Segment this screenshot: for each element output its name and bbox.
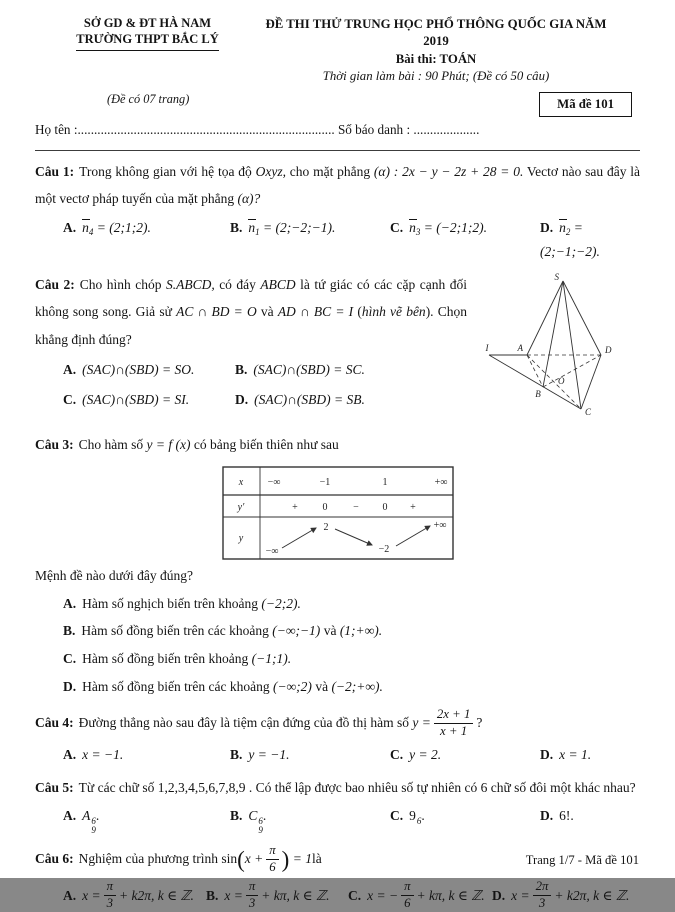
q5-option-a <box>63 804 230 836</box>
q3-option-b-letter: B. <box>63 623 76 639</box>
q2-option-a <box>63 362 235 378</box>
vt-y-end: +∞ <box>433 520 446 532</box>
q5-option-d-base: 6! <box>559 808 571 824</box>
q2-label: Câu 2: <box>35 276 75 292</box>
q2-text-3: là tứ giác có các cặp cạnh đối không song song. Giả sử <box>35 276 467 320</box>
q5-option-c-sup: 6 <box>416 816 422 827</box>
exam-code-box: Mã đề 101 <box>539 92 632 117</box>
pyramid-figure <box>475 271 640 419</box>
vt-y-start: −∞ <box>265 546 278 558</box>
q6-option-d-den: 3 <box>538 895 546 910</box>
q2-option-d <box>235 392 365 408</box>
q6-option-b <box>206 879 348 912</box>
q3-label: Câu 3: <box>35 436 74 452</box>
page-footer: Trang 1/7 - Mã đề 101 <box>525 853 639 867</box>
q6-fraction-denominator: 6 <box>269 859 276 874</box>
q3-option-d-math: (−∞;2) <box>272 678 312 694</box>
q6-options <box>63 879 640 912</box>
q1-option-b-letter: B. <box>230 219 243 235</box>
q2-text-1: Cho hình chóp <box>79 276 166 292</box>
q5-option-c-base: 9 <box>409 808 416 824</box>
q4-option-d-value: x = 1. <box>559 747 592 763</box>
q4-stem <box>35 707 640 740</box>
q6-option-b-post: + kπ, k ∈ ℤ. <box>261 887 330 903</box>
q4-option-b <box>230 743 390 767</box>
q2-option-c <box>63 392 235 408</box>
q6-option-b-fraction <box>246 879 258 912</box>
q5-option-d-tail: . <box>570 808 574 824</box>
q2-math-acbd: AC ∩ BD = O <box>176 304 257 320</box>
q2-math-abcd: ABCD <box>260 276 296 292</box>
q2-option-c-value: (SAC)∩(SBD) = SI. <box>82 391 190 407</box>
q4-text-1: Đường thẳng nào sau đây là tiệm cận đứng của đồ thị hàm số <box>78 715 409 731</box>
q6-option-d-post: + k2π, k ∈ ℤ. <box>554 887 630 903</box>
q2-text-figure-ref: hình vẽ bên <box>361 304 426 320</box>
q1-option-d-sub: 2 <box>565 226 571 237</box>
q1-option-b-vector: n <box>248 219 256 235</box>
q1-option-a-vector: n <box>82 219 89 235</box>
q3-stem <box>35 431 640 458</box>
q6-option-a-pre: x = <box>82 887 101 903</box>
q5-option-b-tail: . <box>262 808 267 824</box>
q6-inner-expr: x + <box>244 850 264 866</box>
question-4 <box>35 707 640 767</box>
fig-label-d: D <box>605 344 612 355</box>
q1-option-b-sub: 1 <box>255 226 260 237</box>
q5-option-c-letter: C. <box>390 808 404 824</box>
q1-option-c-value: = (−2;1;2). <box>420 219 487 235</box>
fig-label-i: I <box>485 342 489 353</box>
vt-yp-val-1: 0 <box>322 502 327 514</box>
q3-option-b <box>63 617 640 645</box>
q6-option-c-num: π <box>401 879 413 896</box>
vt-yp-val-2: − <box>352 502 359 514</box>
q3-option-c-letter: C. <box>63 650 77 666</box>
q5-option-c-tail: . <box>421 808 425 824</box>
q6-option-d-pre: x = <box>511 887 530 903</box>
q6-option-c-post: + kπ, k ∈ ℤ. <box>416 887 485 903</box>
q5-option-b-base: C <box>248 808 258 824</box>
q2-math-sabcd: S.ABCD, <box>165 276 215 292</box>
q6-option-d-num: 2π <box>533 879 552 896</box>
q2-option-c-letter: C. <box>63 391 77 407</box>
q1-option-d-vector: n <box>559 219 566 235</box>
variation-table <box>222 466 454 560</box>
q6-option-d-letter: D. <box>492 887 506 903</box>
q5-option-b <box>230 804 390 836</box>
q3-option-c-text: Hàm số đồng biến trên khoảng <box>82 650 252 666</box>
vt-y-peak: 2 <box>323 522 328 534</box>
q6-option-a-den: 3 <box>106 895 114 910</box>
q4-option-c-value: y = 2. <box>409 747 442 763</box>
q4-option-c-letter: C. <box>390 747 404 763</box>
q2-text-4: và <box>256 304 278 320</box>
q2-option-a-value: (SAC)∩(SBD) = SO. <box>82 361 195 377</box>
q2-option-b-letter: B. <box>235 361 248 377</box>
q2-text-column <box>35 271 467 424</box>
q2-options-row-2 <box>63 392 467 408</box>
q4-text-tail: ? <box>476 715 483 731</box>
q4-label: Câu 4: <box>35 715 74 731</box>
vt-yp-val-3: 0 <box>382 502 387 514</box>
q5-option-b-letter: B. <box>230 808 243 824</box>
q3-option-d-letter: D. <box>63 678 77 694</box>
q2-math-adbc: AD ∩ BC = I <box>277 304 354 320</box>
q1-option-b <box>230 216 390 264</box>
q2-text-2: có đáy <box>214 276 261 292</box>
q4-option-a-letter: A. <box>63 747 77 763</box>
q6-option-a-fraction <box>104 879 116 912</box>
sbd-dots: .................... <box>413 122 480 138</box>
q1-text-1: Trong không gian với hệ tọa độ <box>79 164 256 180</box>
q1-math-alpha: (α)? <box>237 191 261 207</box>
q6-option-b-num: π <box>246 879 258 896</box>
q6-function-name: sin <box>221 850 238 866</box>
exam-subject: Bài thi: TOÁN <box>395 51 477 66</box>
fig-label-b: B <box>535 388 541 399</box>
department-name: SỞ GD & ĐT HÀ NAM <box>83 16 212 30</box>
q3-option-b-math2: (1;+∞). <box>339 623 383 639</box>
q6-option-c-fraction <box>401 879 413 912</box>
q1-option-b-value: = (2;−2;−1). <box>259 219 336 235</box>
pages-note: (Đề có 07 trang) <box>107 92 190 107</box>
q4-options <box>63 743 640 767</box>
q1-stem <box>35 158 640 213</box>
q2-text-5: ( <box>353 304 362 320</box>
q1-option-c-vector: n <box>409 219 416 235</box>
question-3 <box>35 431 640 700</box>
vt-x-val-3: +∞ <box>434 477 447 489</box>
q5-text-1: Từ các chữ số <box>78 779 158 795</box>
q5-label: Câu 5: <box>35 779 74 795</box>
q3-question: Mệnh đề nào dưới đây đúng? <box>35 568 194 584</box>
q6-option-b-den: 3 <box>248 895 256 910</box>
q6-option-d-fraction <box>533 879 552 912</box>
q2-option-b-value: (SAC)∩(SBD) = SC. <box>253 361 365 377</box>
header-right-block <box>260 16 612 85</box>
q3-option-a <box>63 590 640 618</box>
vt-y-trough: −2 <box>378 544 389 556</box>
question-5 <box>35 774 640 836</box>
name-line <box>35 122 640 138</box>
q5-option-c <box>390 804 540 836</box>
vt-yp-val-0: + <box>291 502 298 514</box>
q3-option-d-math2: (−2;+∞). <box>331 678 383 694</box>
q1-math-oxyz: Oxyz, <box>255 164 286 180</box>
q3-text-2: có bảng biến thiên như sau <box>190 436 339 452</box>
fig-label-a: A <box>517 342 523 353</box>
q2-option-d-letter: D. <box>235 391 249 407</box>
q6-option-a-letter: A. <box>63 887 77 903</box>
vt-yprime-label: y′ <box>237 502 244 514</box>
q5-option-a-tail: . <box>95 808 100 824</box>
vt-x-label: x <box>238 477 243 489</box>
q3-option-b-math: (−∞;−1) <box>272 623 321 639</box>
q3-text-1: Cho hàm số <box>78 436 147 452</box>
q3-option-d-text2: và <box>311 678 332 694</box>
q2-options-row-1 <box>63 362 467 378</box>
q6-option-a-post: + k2π, k ∈ ℤ. <box>119 887 194 903</box>
q5-option-b-sup: 6 <box>258 816 263 827</box>
q5-option-a-letter: A. <box>63 808 77 824</box>
q3-option-c <box>63 645 640 673</box>
header-left-block <box>35 16 260 85</box>
q2-stem <box>35 271 467 353</box>
q6-text-1: Nghiệm của phương trình <box>78 850 218 866</box>
vt-x-val-0: −∞ <box>267 477 280 489</box>
q6-fraction-numerator: π <box>266 843 278 860</box>
fig-label-c: C <box>585 406 592 417</box>
q4-fraction-denominator: x + 1 <box>440 724 468 739</box>
q6-label: Câu 6: <box>35 850 74 866</box>
q1-option-d <box>540 216 640 264</box>
q6-text-tail: là <box>311 850 322 866</box>
q3-option-a-math: (−2;2). <box>261 595 301 611</box>
q2-figure <box>475 271 640 424</box>
q6-option-a-num: π <box>104 879 116 896</box>
q2-option-b <box>235 362 365 378</box>
q4-option-a <box>63 743 230 767</box>
q5-stem <box>35 774 640 801</box>
question-2 <box>35 271 640 424</box>
q1-option-d-letter: D. <box>540 219 554 235</box>
q1-label: Câu 1: <box>35 164 75 180</box>
q6-left-paren: ( <box>237 846 245 872</box>
q6-option-c-pre: x = − <box>367 887 399 903</box>
q5-option-d-letter: D. <box>540 808 554 824</box>
q4-math-y: y = <box>412 715 431 731</box>
q3-option-a-letter: A. <box>63 595 77 611</box>
name-dots: .............................................................................. <box>77 122 335 138</box>
header-divider <box>35 150 640 151</box>
q4-option-b-letter: B. <box>230 747 243 763</box>
school-name: TRƯỜNG THPT BẮC LÝ <box>76 32 219 52</box>
q5-option-a-base: A <box>82 808 91 824</box>
q5-option-b-subscript: 9 <box>258 825 263 836</box>
q6-right-paren: ) <box>281 846 290 872</box>
question-1 <box>35 158 640 264</box>
q5-option-d <box>540 804 640 836</box>
fig-label-o: O <box>558 375 565 386</box>
fig-label-s: S <box>554 271 559 282</box>
vt-yp-val-4: + <box>409 502 416 514</box>
q6-option-c-letter: C. <box>348 887 362 903</box>
q6-option-b-letter: B. <box>206 887 219 903</box>
exam-duration: Thời gian làm bài : 90 Phút; (Đề có 50 câu) <box>322 68 550 83</box>
name-label: Họ tên : <box>35 122 78 138</box>
q6-equals: = 1 <box>292 850 312 866</box>
q5-option-a-sup: 6 <box>91 816 96 827</box>
q6-option-d <box>492 879 640 912</box>
q1-option-c-sub: 3 <box>415 226 421 237</box>
q4-option-b-value: y = −1. <box>248 747 290 763</box>
q3-option-c-math: (−1;1). <box>251 650 292 666</box>
q5-text-2: Có thể lập được bao nhiêu số tự nhiên có 6 chữ số đôi một khác nhau? <box>252 779 636 795</box>
q2-text-6: ). Chọn khẳng định đúng? <box>35 304 467 347</box>
vt-x-val-1: −1 <box>319 477 330 489</box>
q5-digits: 1,2,3,4,5,6,7,8,9 . <box>157 779 253 795</box>
q4-option-d <box>540 743 640 767</box>
q1-options <box>63 216 640 264</box>
q1-math-plane: (α) : 2x − y − 2z + 28 = 0. <box>373 164 524 180</box>
q6-option-a <box>63 879 206 912</box>
q3-option-d <box>63 673 640 701</box>
q2-option-a-letter: A. <box>63 361 77 377</box>
q5-option-a-subscript: 9 <box>91 825 96 836</box>
q6-option-b-pre: x = <box>224 887 243 903</box>
q2-option-d-value: (SAC)∩(SBD) = SB. <box>254 391 365 407</box>
q4-fraction <box>434 707 474 740</box>
vt-x-val-2: 1 <box>382 477 387 489</box>
q1-option-d-value: = (2;−1;−2). <box>540 219 600 260</box>
q4-option-a-value: x = −1. <box>82 747 124 763</box>
q1-option-a-letter: A. <box>63 219 77 235</box>
q4-fraction-numerator: 2x + 1 <box>434 707 474 724</box>
q5-options <box>63 804 640 836</box>
q6-fraction <box>266 843 278 876</box>
q1-text-2: cho mặt phẳng <box>285 164 374 180</box>
q4-option-d-letter: D. <box>540 747 554 763</box>
q3-option-a-text: Hàm số nghịch biến trên khoảng <box>82 595 262 611</box>
q3-option-b-text: Hàm số đồng biến trên các khoảng <box>81 623 273 639</box>
q1-option-a-value: = (2;1;2). <box>93 219 151 235</box>
q3-math-yfx: y = f (x) <box>146 436 191 452</box>
q3-option-b-text2: và <box>320 623 340 639</box>
q6-option-c <box>348 879 492 912</box>
q1-option-a-sub: 4 <box>88 226 94 237</box>
sbd-label: Số báo danh : <box>334 122 414 138</box>
vt-y-label: y <box>238 533 243 545</box>
q1-text-3: Vectơ nào sau đây là một vectơ pháp tuyến của mặt phẳng <box>35 164 640 207</box>
q4-option-c <box>390 743 540 767</box>
q3-option-d-text: Hàm số đồng biến trên các khoảng <box>82 678 273 694</box>
q1-option-c <box>390 216 540 264</box>
header <box>35 16 640 85</box>
q6-option-c-den: 6 <box>404 895 411 910</box>
q1-option-c-letter: C. <box>390 219 404 235</box>
exam-title: ĐỀ THI THỬ TRUNG HỌC PHỔ THÔNG QUỐC GIA NĂM 2019 <box>265 17 607 49</box>
q1-option-a <box>63 216 230 264</box>
